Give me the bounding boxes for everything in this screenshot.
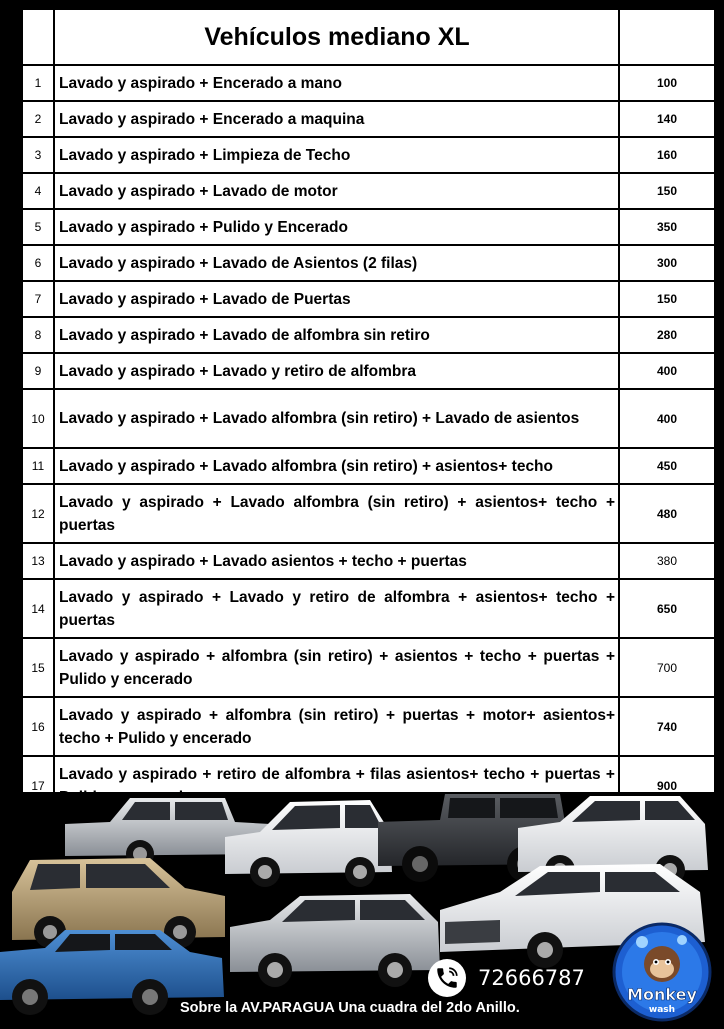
- service-price: 150: [619, 281, 715, 317]
- row-number: 4: [22, 173, 54, 209]
- service-description: Lavado y aspirado + alfombra (sin retiro) + puertas + motor+ asientos+ techo + Pulido y encerado: [54, 697, 619, 756]
- service-price: 140: [619, 101, 715, 137]
- row-number: 3: [22, 137, 54, 173]
- table-row: [22, 173, 715, 209]
- table-row: [22, 137, 715, 173]
- table-row: [22, 448, 715, 484]
- service-price: 400: [619, 353, 715, 389]
- service-description: Lavado y aspirado + retiro de alfombra + filas asientos+ techo + puertas +: [54, 756, 619, 815]
- row-number: 14: [22, 579, 54, 638]
- service-description: Lavado y aspirado + Lavado de alfombra sin retiro: [54, 317, 619, 353]
- car-silver-rav4: [230, 894, 440, 987]
- table-row: [22, 484, 715, 543]
- logo-title: Monkey: [627, 985, 697, 1004]
- service-price: 740: [619, 697, 715, 756]
- service-price: 150: [619, 173, 715, 209]
- service-description: Lavado y aspirado + Lavado de motor: [54, 173, 619, 209]
- row-number: 5: [22, 209, 54, 245]
- service-description: Lavado y aspirado + alfombra (sin retiro) + asientos + techo + puertas + Pulido y encerado: [54, 638, 619, 697]
- table-row: [22, 353, 715, 389]
- row-number: 17: [22, 756, 54, 815]
- table-row: [22, 697, 715, 756]
- table-row: [22, 281, 715, 317]
- service-price: 450: [619, 448, 715, 484]
- service-description: Lavado y aspirado + Lavado asientos + techo + puertas: [54, 543, 619, 579]
- service-description: Lavado y aspirado + Pulido y Encerado: [54, 209, 619, 245]
- phone-contact[interactable]: [428, 958, 585, 998]
- table-row: [22, 638, 715, 697]
- row-number: 12: [22, 484, 54, 543]
- service-price: 160: [619, 137, 715, 173]
- service-description: Lavado y aspirado + Lavado alfombra (sin retiro) + asientos+ techo + puertas: [54, 484, 619, 543]
- service-description: Lavado y aspirado + Limpieza de Techo: [54, 137, 619, 173]
- table-row: [22, 209, 715, 245]
- header-price-cell: [619, 9, 715, 65]
- table-row: [22, 65, 715, 101]
- service-description: Lavado y aspirado + Lavado y retiro de alfombra + asientos+ techo + puertas: [54, 579, 619, 638]
- row-number: 7: [22, 281, 54, 317]
- price-table: [21, 8, 716, 816]
- row-number: 10: [22, 389, 54, 448]
- table-row: [22, 543, 715, 579]
- header-num-cell: [22, 9, 54, 65]
- table-header-row: [22, 9, 715, 65]
- service-description: Lavado y aspirado + Lavado alfombra (sin retiro) + Lavado de asientos: [54, 389, 619, 448]
- row-number: 11: [22, 448, 54, 484]
- address-text: Sobre la AV.PARAGUA Una cuadra del 2do Anillo.: [180, 1000, 520, 1016]
- row-number: 13: [22, 543, 54, 579]
- service-description: Lavado y aspirado + Lavado y retiro de alfombra: [54, 353, 619, 389]
- service-price: 100: [619, 65, 715, 101]
- phone-number: 72666787: [478, 966, 585, 990]
- service-price: 300: [619, 245, 715, 281]
- service-price: 380: [619, 543, 715, 579]
- service-description: Lavado y aspirado + Encerado a maquina: [54, 101, 619, 137]
- service-price: 650: [619, 579, 715, 638]
- row-number: 8: [22, 317, 54, 353]
- service-description: Lavado y aspirado + Encerado a mano: [54, 65, 619, 101]
- row-number: 15: [22, 638, 54, 697]
- service-description: Lavado y aspirado + Lavado de Asientos (2 filas): [54, 245, 619, 281]
- table-row: [22, 389, 715, 448]
- table-row: [22, 245, 715, 281]
- service-price: 350: [619, 209, 715, 245]
- row-number: 6: [22, 245, 54, 281]
- table-title: Vehículos mediano XL: [54, 9, 619, 65]
- service-price: 480: [619, 484, 715, 543]
- service-price: 700: [619, 638, 715, 697]
- table-row: [22, 579, 715, 638]
- service-description: Lavado y aspirado + Lavado alfombra (sin retiro) + asientos+ techo: [54, 448, 619, 484]
- row-number: 2: [22, 101, 54, 137]
- logo-subtitle: wash: [648, 1005, 676, 1015]
- service-price: 280: [619, 317, 715, 353]
- service-description: Lavado y aspirado + Lavado de Puertas: [54, 281, 619, 317]
- row-number: 9: [22, 353, 54, 389]
- row-number: 16: [22, 697, 54, 756]
- table-row: [22, 101, 715, 137]
- row-number: 1: [22, 65, 54, 101]
- service-price: 400: [619, 389, 715, 448]
- car-white-suv: [225, 800, 392, 887]
- price-table-container: [21, 8, 705, 816]
- phone-icon: [428, 959, 466, 997]
- table-row: [22, 317, 715, 353]
- monkey-wash-logo: [612, 922, 712, 1022]
- service-price: 900: [619, 756, 715, 815]
